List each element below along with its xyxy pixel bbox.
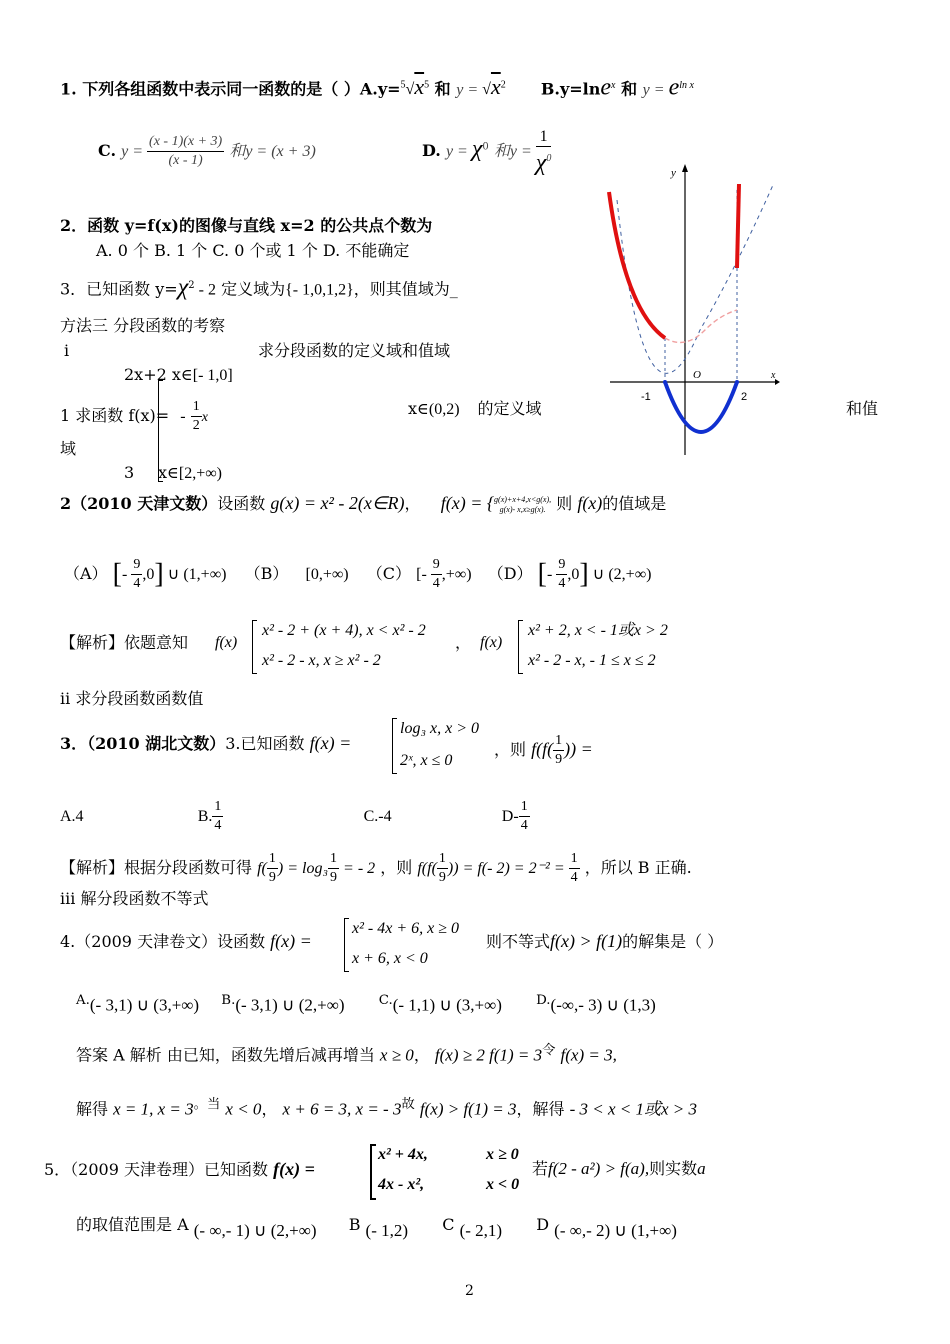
- tj2010-ana-brace1: [252, 620, 257, 674]
- q1-b-exp2: ln x: [679, 80, 694, 91]
- method-case3-dom: x∈[2,+∞): [158, 463, 222, 482]
- q3-lead: 3．已知函数 y=: [60, 279, 178, 299]
- tjl2009-cond: 若f(2 - a²) > f(a),则实数a: [532, 1159, 706, 1178]
- tj2010-ana-d1: x² + 2, x < - 1或x > 2: [528, 622, 668, 639]
- graph-point-neg1: [663, 380, 667, 384]
- q1-a-rhs: y =: [456, 81, 483, 99]
- graph-tick-neg1: -1: [641, 391, 651, 403]
- method-case3: 3: [124, 463, 135, 482]
- parabola-graph: [605, 160, 780, 460]
- hb2010-analysis: 【解析】根据分段函数可得 f( $\frac{1}{9}$ ) = log₃ $\frac{1}{9}$ = - 2 ，则 f(f( $\frac{1}{9}$ )) = f(- 2) = 2⁻² = $\frac{1}{4}$ ，所以 B 正确.: [60, 851, 692, 885]
- q1-c-and: 和y = (x + 3): [229, 143, 316, 160]
- q1-d-and: 和y =: [493, 143, 536, 160]
- graph-x-arrow: [775, 379, 780, 385]
- q1-d-label: D.: [421, 141, 441, 160]
- q1-c-label: C.: [98, 141, 117, 160]
- graph-y-arrow: [682, 164, 688, 172]
- q1-b-e: e: [600, 74, 612, 101]
- q1-c-frac: $\frac{(x - 1)(x + 3)}{(x - 1)}$: [149, 134, 223, 168]
- q1-c-lhs: y =: [121, 143, 148, 160]
- tjl2009-c1a: x² + 4x,: [378, 1146, 428, 1163]
- tjl2009-c2b: x < 0: [486, 1176, 520, 1193]
- tj2010-analysis-label: 【解析】依题意知: [60, 633, 189, 652]
- graph-dashed-curve: [617, 185, 773, 373]
- tj2010-options: （A） [- $\frac{9}{4}$ ,0] ∪ (1,+∞) （B） [0,+∞) （C） [- $\frac{9}{4}$ ,+∞) （D） [- $\frac{9}{4}$ ,0] ∪ (2,+∞): [64, 557, 652, 591]
- tj2010-optA-label: （A）: [64, 564, 108, 583]
- q1-b-label: B.y=ln: [540, 79, 601, 99]
- hb2010-options: A.4 B. $\frac{1}{4}$ C.-4 D- $\frac{1}{4}$: [60, 799, 528, 833]
- method-lead: 1 求函数 f(x)= - $\frac{1}{2}$ x: [60, 399, 208, 433]
- tj2009-brace: [344, 918, 349, 972]
- tj2010-ana-c1: x² - 2 + (x + 4), x < x² - 2: [262, 622, 426, 639]
- tj2009-ask: 则不等式f(x) > f(1)的解集是（ ）: [486, 931, 724, 951]
- q1-cd-line: C. y = $\frac{(x - 1)(x + 3)}{(x - 1)}$ 和y = (x + 3) D. $y = \chi^0$ 和y = $\frac{1}{\chi^0}$: [98, 128, 552, 176]
- graph-y-label: y: [671, 167, 676, 179]
- method-i-label: i: [64, 341, 70, 360]
- hb2010-c1: log₃ x, x > 0: [400, 720, 480, 737]
- method-case2-frac: $\frac{1}{2}$: [192, 399, 200, 433]
- tj2010-f-cases: g(x)+x+4,x<g(x), g(x)- x,x≥g(x).: [494, 494, 552, 514]
- tj2009-c2: x + 6, x < 0: [352, 950, 428, 967]
- method-case2-dom: x∈(0,2) 的定义域: [408, 399, 542, 418]
- tjl2009-line: 5．（2009 天津卷理）已知函数 f(x) =: [44, 1159, 315, 1179]
- tj2009-options: $^{A.}$(- 3,1) ∪ (3,+∞) $^{B.}$(- 3,1) ∪ (2,+∞) $^{C.}$(- 1,1) ∪ (3,+∞) $^{D.}$(-∞,- 3) ∪ (1,3): [76, 993, 656, 1015]
- q1-a-root: $^5√x^5$: [400, 74, 430, 100]
- tj2010-ana-f2: f(x): [480, 634, 503, 651]
- tjl2009-options: 的取值范围是 A (- ∞,- 1) ∪ (2,+∞) B (- 1,2) C (- 2,1) D (- ∞,- 2) ∪ (1,+∞): [76, 1215, 677, 1240]
- q3-chi: χ: [177, 274, 189, 301]
- tj2009-c1: x² - 4x + 6, x ≥ 0: [352, 920, 460, 937]
- q3-minus: - 2: [194, 281, 216, 299]
- graph-blue-parabola: [665, 382, 737, 432]
- tj2010-ana-comma: ，: [455, 633, 472, 652]
- method-yu: 域: [60, 439, 77, 458]
- q1-d-x: χ: [471, 136, 483, 162]
- method-case1: 2x+2 x∈[- 1,0]: [124, 365, 233, 384]
- iii-title: iii 解分段函数不等式: [60, 889, 209, 908]
- tjl2009-c1b: x ≥ 0: [486, 1146, 519, 1163]
- q3-domain-text: 定义域为: [221, 279, 286, 299]
- graph-origin: O: [693, 369, 701, 381]
- tj2009-answer1: 答案 A 解析 由已知，函数先增后减再增当 x ≥ 0， f(x) ≥ 2 $f(1) = 3^令$ f(x) = 3,: [76, 1043, 617, 1065]
- tj2010-ana-f: f(x): [215, 634, 238, 651]
- ii-title: ii 求分段函数函数值: [60, 689, 204, 708]
- q1-d-frac: $\frac{1}{\chi^0}$: [535, 128, 552, 176]
- tj2010-ana-brace2: [518, 620, 523, 674]
- q1-b-exp: x: [611, 80, 616, 91]
- hb2010-line: 3．（2010 湖北文数）3.已知函数 f(x) =: [60, 733, 352, 753]
- graph-red-right: [737, 184, 739, 268]
- hb2010-ask: ，则 f(f( $\frac{1}{9}$ )) =: [494, 733, 593, 767]
- tj2010-ana-d2: x² - 2 - x, - 1 ≤ x ≤ 2: [528, 652, 656, 669]
- method-and-val: 和值: [846, 399, 879, 418]
- q1-lead: 1. 下列各组函数中表示同一函数的是（ ）A.y=: [60, 79, 401, 99]
- hb2010-c2: 2ˣ, x ≤ 0: [400, 752, 453, 769]
- graph-x-label: x: [771, 370, 776, 381]
- hb2010-brace: [392, 718, 397, 774]
- q1-b-e2: e: [668, 74, 680, 101]
- tj2010-line: 2（2010 天津文数）设函数 g(x) = x² - 2(x∈R)， f(x) = { g(x)+x+4,x<g(x), g(x)- x,x≥g(x). 则 f(x)的值域是: [60, 493, 667, 514]
- tj2010-f: f(x) = {: [440, 493, 495, 513]
- tj2009-line: 4.（2009 天津卷文）设函数 f(x) =: [60, 931, 312, 951]
- graph-pink-segment: [665, 310, 737, 343]
- graph-red-left: [609, 192, 665, 338]
- q1-b-and: 和: [621, 79, 638, 99]
- method-title: 方法三 分段函数的考察: [60, 316, 226, 335]
- tjl2009-c2a: 4x - x²,: [378, 1176, 425, 1193]
- q1-a-and: 和: [434, 79, 451, 99]
- tjl2009-brace: [370, 1144, 376, 1200]
- tj2010-g: g(x) = x² - 2(x∈R): [270, 493, 405, 513]
- graph-point-2: [735, 380, 739, 384]
- q2-options: A. 0 个 B. 1 个 C. 0 个或 1 个 D. 不能确定: [96, 241, 410, 260]
- graph-tick-2: 2: [741, 391, 748, 403]
- q1-d-lhs: y =: [445, 143, 472, 160]
- hb2010-optA: A.4: [60, 808, 84, 825]
- q2-title: 2．函数 y=f(x)的图像与直线 x=2 的公共点个数为: [60, 216, 433, 235]
- q1-b-rhs: y =: [642, 81, 669, 99]
- page-number: 2: [465, 1283, 474, 1299]
- q3-tail: ，则其值域为_: [353, 279, 458, 299]
- q3-domain-set: {- 1,0,1,2}: [285, 281, 354, 299]
- q1-line: [60, 75, 694, 101]
- q3-line: 3．已知函数 $y=\chi^2 - 2$ 定义域为{- 1,0,1,2}，则其值域为_: [60, 274, 458, 301]
- q1-a-rhs-root: $√x^2$: [482, 74, 506, 100]
- tj2010-ana-c2: x² - 2 - x, x ≥ x² - 2: [262, 652, 381, 669]
- method-i-title: 求分段函数的定义域和值域: [258, 341, 451, 360]
- tj2009-answer2: 解得 x = 1, $x = 3^{。当}$ x < 0， x + 6 = 3, x = - $3^故$ f(x) > f(1) = 3，解得 - 3 < x < 1或x > 3: [76, 1097, 698, 1119]
